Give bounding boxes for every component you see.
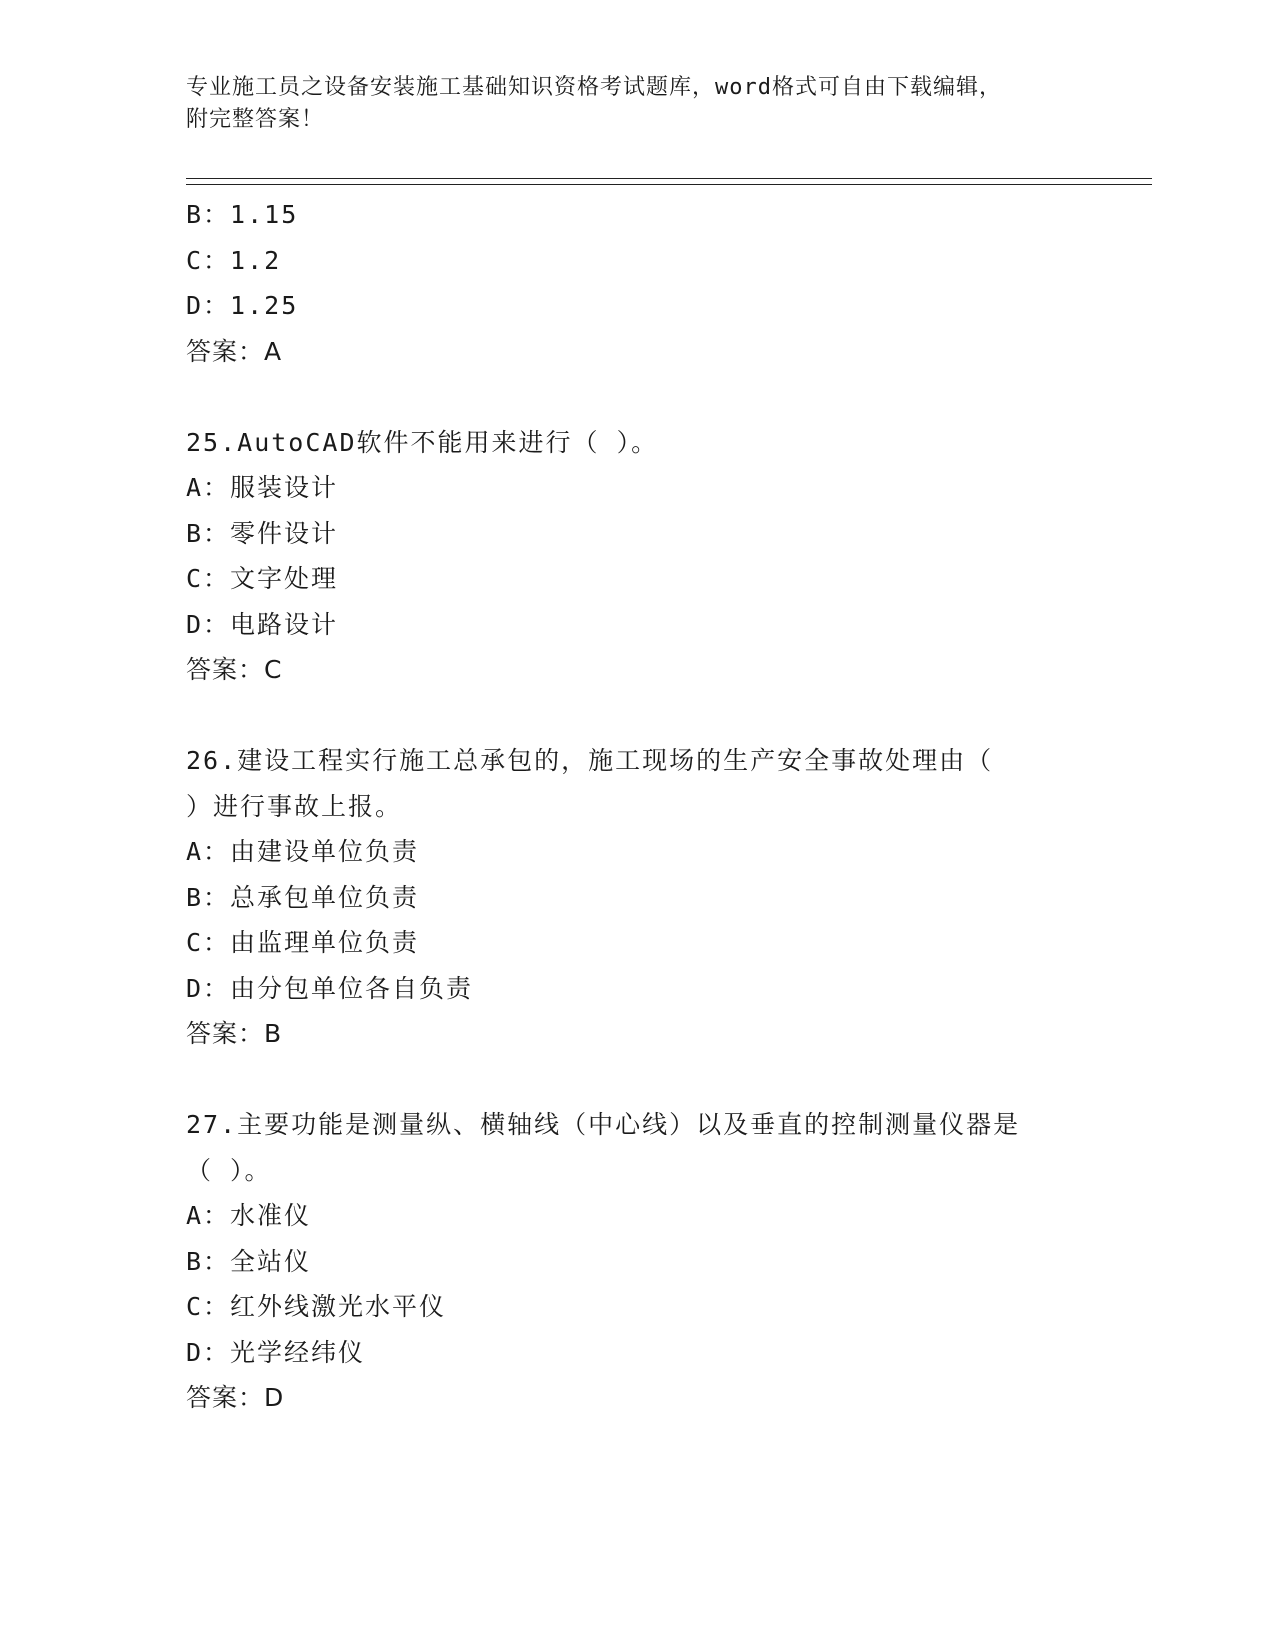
header-title-line-2: 附完整答案！ <box>186 107 325 132</box>
answer-line: 答案：A <box>186 336 283 366</box>
question-block-24 <box>186 192 1086 374</box>
question-stem-continued: ）进行事故上报。 <box>186 791 403 821</box>
option-c: C：由监理单位负责 <box>186 928 420 957</box>
header-title-line-1: 专业施工员之设备安装施工基础知识资格考试题库，word格式可自由下载编辑， <box>186 75 1002 100</box>
option-a: A：服装设计 <box>186 473 339 502</box>
option-d: D：光学经纬仪 <box>186 1337 366 1367</box>
option-a: A：水准仪 <box>186 1201 312 1230</box>
spacer <box>186 1057 1086 1103</box>
header-divider-bottom <box>186 184 1152 185</box>
option-d: D：电路设计 <box>186 609 339 639</box>
question-content <box>186 192 1086 1421</box>
option-c: C：文字处理 <box>186 564 339 593</box>
question-stem-continued: （ ）。 <box>186 1155 272 1185</box>
answer-line: 答案：C <box>186 655 283 684</box>
question-stem: 25.AutoCAD软件不能用来进行（ ）。 <box>186 427 659 457</box>
option-b: B：总承包单位负责 <box>186 882 420 912</box>
option-c: C：红外线激光水平仪 <box>186 1292 447 1321</box>
option-d: D：由分包单位各自负责 <box>186 973 474 1003</box>
option-b: B：1.15 <box>186 200 299 229</box>
option-b: B：全站仪 <box>186 1246 312 1276</box>
header-divider-top <box>186 178 1152 179</box>
option-c: C：1.2 <box>186 245 282 275</box>
option-b: B：零件设计 <box>186 518 339 548</box>
question-block-27 <box>186 1102 1086 1421</box>
spacer <box>186 693 1086 739</box>
question-block-25 <box>186 420 1086 693</box>
document-header <box>186 72 1086 136</box>
answer-line: 答案：B <box>186 1019 283 1048</box>
question-stem: 26.建设工程实行施工总承包的，施工现场的生产安全事故处理由（ <box>186 746 994 775</box>
question-stem: 27.主要功能是测量纵、横轴线（中心线）以及垂直的控制测量仪器是 <box>186 1110 1021 1139</box>
question-block-26 <box>186 738 1086 1057</box>
option-a: A：由建设单位负责 <box>186 837 420 866</box>
spacer <box>186 374 1086 420</box>
option-d: D：1.25 <box>186 291 299 320</box>
answer-line: 答案：D <box>186 1383 285 1412</box>
